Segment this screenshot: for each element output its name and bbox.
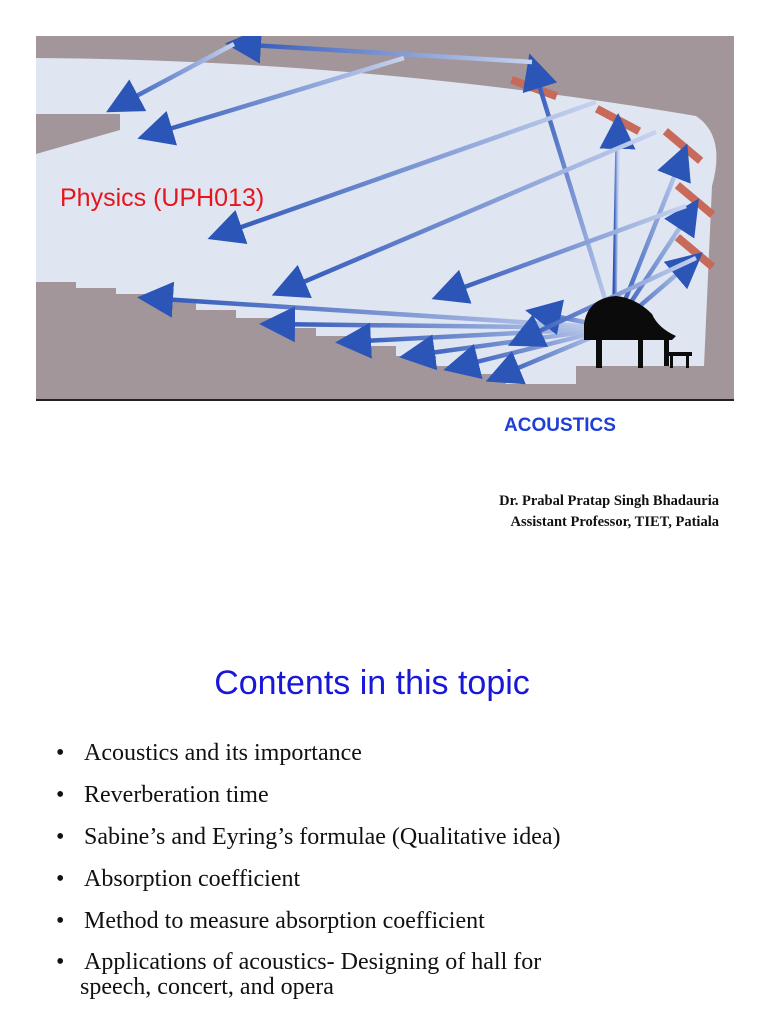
list-item-text: Acoustics and its importance [84, 740, 362, 766]
bullet-icon: • [56, 740, 65, 766]
bullet-icon: • [56, 782, 65, 808]
list-item-continuation: speech, concert, and opera [80, 974, 334, 1000]
list-item-text: Absorption coefficient [84, 866, 301, 892]
list-item [56, 908, 561, 950]
list-item [56, 740, 561, 782]
sound-reflection-diagram [36, 36, 734, 400]
contents-slide [0, 640, 768, 1024]
contents-list [56, 740, 561, 1000]
author-role: Assistant Professor, TIET, Patiala [510, 514, 719, 530]
bullet-icon: • [56, 908, 65, 934]
concert-hall-illustration [36, 36, 734, 400]
list-item [56, 866, 561, 908]
bullet-icon: • [56, 866, 65, 892]
contents-heading: Contents in this topic [214, 664, 530, 702]
list-item-text: Method to measure absorption coefficient [84, 908, 485, 934]
course-title: Physics (UPH013) [60, 184, 265, 212]
list-item-text: Sabine’s and Eyring’s formulae (Qualitative idea) [84, 824, 561, 850]
bullet-icon: • [56, 949, 65, 975]
topic-title: ACOUSTICS [504, 415, 616, 436]
list-item-text: Reverberation time [84, 782, 269, 808]
divider-line [36, 399, 734, 401]
list-item [56, 824, 561, 866]
author-name: Dr. Prabal Pratap Singh Bhadauria [499, 493, 719, 509]
bullet-icon: • [56, 824, 65, 850]
list-item [56, 950, 561, 1000]
list-item [56, 782, 561, 824]
list-item-text: Applications of acoustics- Designing of hall for [84, 949, 542, 975]
author-block [499, 491, 719, 533]
